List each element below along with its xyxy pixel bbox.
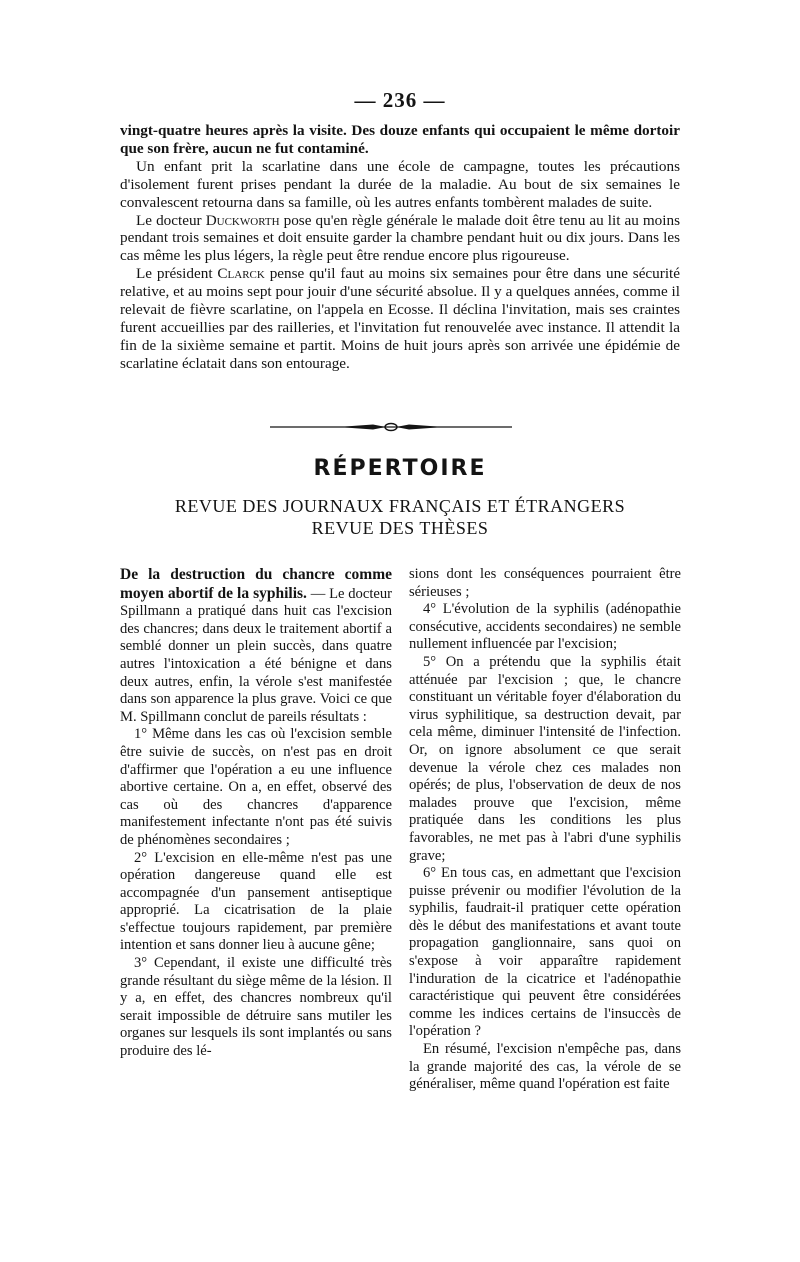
intro-p4-rest: pense qu'il faut au moins six semaines pour être dans une sécurité relative, et au moins sept pour jouir d'une sécurité absolue. Il y a quelques années, comme il relevait de fièvre scarlatine, on l'appela en Ecosse. Il déclina l'invitation, mais ses craintes furent accueillies par des railleries, et l'invitation fut renouvelée avec instance. Il attendit la fin de la sixième semaine et partit. Moins de huit jours après son arrivée une épidémie de scarlatine éclatait dans son entourage.: [120, 265, 681, 372]
author-name-duckworth: Duckworth: [205, 211, 280, 229]
section-subtitle-1: REVUE DES JOURNAUX FRANÇAIS ET ÉTRANGERS: [174, 496, 626, 516]
left-paragraph-2: 1° Même dans les cas où l'excision semble être suivie de succès, on n'est pas en droit d'affirmer que l'opération a eu une influence abortive certaine. On a, en effet, observé des cas où des chancres d'apparence manifestement infectante n'ont pas été suivis de phénomènes secondaires ;: [120, 726, 392, 848]
right-paragraph-2: 4° L'évolution de la syphilis (adénopathie consécutive, accidents secondaires) ne semble nullement influencée par l'excision;: [409, 601, 681, 653]
article-title: De la destruction du chancre comme moyen abortif de la syphilis.: [120, 566, 392, 602]
article-intro: [120, 566, 392, 726]
intro-paragraph-1: vingt-quatre heures après la visite. Des douze enfants qui occupaient le même dortoir que son frère, aucun ne fut contaminé.: [120, 122, 680, 157]
left-column: [120, 566, 392, 1061]
intro-paragraph-3: [120, 212, 680, 266]
right-paragraph-5: En résumé, l'excision n'empêche pas, dans la grande majorité des cas, la vérole de se généraliser, même quand l'opération est faite: [409, 1041, 681, 1093]
section-title: RÉPERTOIRE: [313, 456, 487, 481]
right-column: [409, 566, 681, 1094]
decorative-divider: [268, 416, 514, 438]
right-paragraph-3: 5° On a prétendu que la syphilis était atténuée par l'excision ; que, le chancre constituant un véritable foyer d'élaboration du virus syphilitique, sa destruction devait, par cela même, diminuer l'intensité de l'infection. Or, on ignore absolument ce que serait devenue la vérole chez ces malades non opérés; de plus, l'observation de deux de nos malades prouve que l'excision, même pratiquée dans les conditions les plus favorables, ne met pas à l'abri d'une syphilis grave;: [409, 653, 681, 864]
intro-p3-rest: pose qu'en règle générale le malade doit être tenu au lit au moins pendant trois semaines et doit ensuite garder la chambre pendant huit ou dix jours. Dans les cas même les plus légers, la règle peut être rendue encore plus rigoureuse.: [120, 211, 681, 265]
intro-text: [120, 122, 680, 373]
left-paragraph-4: 3° Cependant, il existe une difficulté très grande résultant du siège même de la lésion. Il y a, en effet, des chancres nombreux qu'il serait impossible de détruire sans mutiler les organes sur lesquels ils sont implantés ou sans produire des lé-: [120, 955, 392, 1060]
intro-p4-start: Le président: [136, 265, 213, 283]
intro-paragraph-2: Un enfant prit la scarlatine dans une école de campagne, toutes les précautions d'isolement furent prises pendant la durée de la maladie. Au bout de six semaines le convalescent retourna dans sa famille, où les autres enfants tombèrent malades de suite.: [120, 157, 680, 211]
page-number: — 236 —: [354, 88, 446, 112]
intro-p3-start: Le docteur: [136, 211, 202, 229]
left-paragraph-3: 2° L'excision en elle-même n'est pas une opération dangereuse quand elle est accompagnée d'un pansement antiseptique approprié. La cicatrisation de la plaie s'effectue toujours rapidement, par première intention et sans donner lieu à aucune gêne;: [120, 849, 392, 954]
article-p1: — Le docteur Spillmann a pratiqué dans huit cas l'excision des chancres; dans deux le traitement abortif a semblé donner un plein succès, dans quatre autres l'intoxication a été bénigne et dans deux autres, enfin, la vérole s'est manifestée dans son apparence la plus grave. Voici ce que M. Spillmann conclut de pareils résultats :: [120, 585, 393, 725]
right-paragraph-1: sions dont les conséquences pourraient être sérieuses ;: [409, 566, 681, 600]
section-subtitle-2: REVUE DES THÈSES: [311, 518, 489, 538]
intro-paragraph-4: [120, 265, 680, 372]
author-name-clarck: Clarck: [217, 265, 265, 283]
right-paragraph-4: 6° En tous cas, en admettant que l'excision puisse prévenir ou modifier l'évolution de la syphilis, faudrait-il pratiquer cette opération dès le début des manifestations et avant toute propagation ganglionnaire, sans quoi on s'expose à voir apparaître rapidement l'induration de la cicatrice et l'adénopathie caractéristique qui peuvent être considérées comme les indices certains de l'insuccès de l'opération ?: [409, 865, 681, 1040]
